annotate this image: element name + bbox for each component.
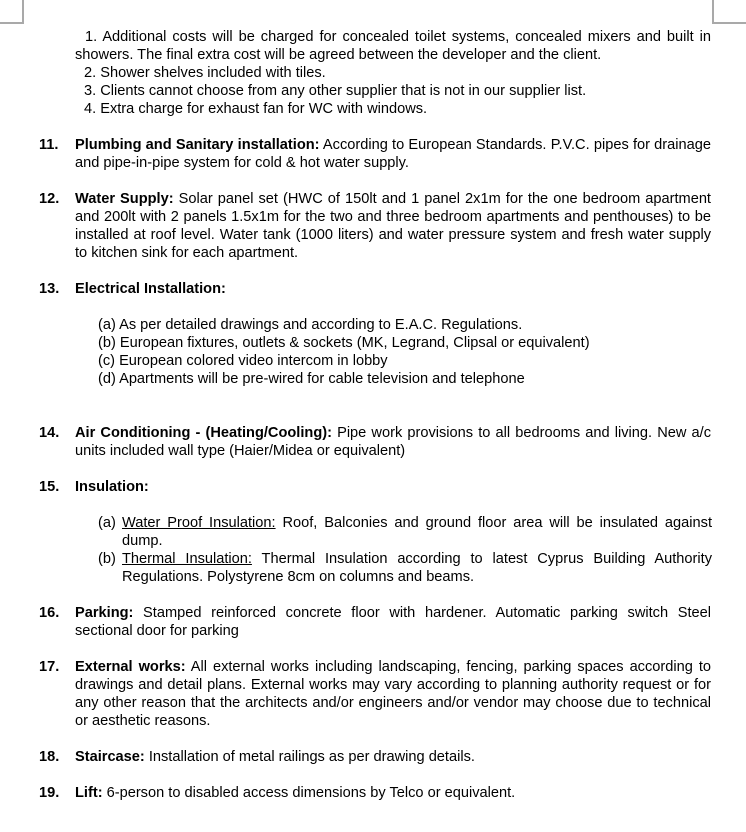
note-1 [75,28,711,64]
note-3: 3. Clients cannot choose from any other supplier that is not in our supplier list. [84,83,587,99]
note-4: 4. Extra charge for exhaust fan for WC with windows. [84,101,428,117]
section-15-item-a-label: (a) [98,515,116,531]
section-13-title: Electrical Installation: [75,281,226,297]
section-13-item-b: (b) European fixtures, outlets & sockets (MK, Legrand, Clipsal or equivalent) [98,335,590,351]
section-12 [39,190,711,262]
section-11-title: Plumbing and Sanitary installation: [75,137,320,153]
section-15-title: Insulation: [75,479,149,495]
section-15-item-b-text: Thermal Insulation according to latest Cyprus Building Authority Regulations. Polystyrene 8cm on columns and beams. [122,551,712,585]
section-16-title: Parking: [75,605,134,621]
section-12-title: Water Supply: [75,191,174,207]
section-13-item-c: (c) European colored video intercom in lobby [98,353,388,369]
section-19-number: 19. [39,785,60,801]
section-13 [39,280,711,298]
section-13-item-a: (a) As per detailed drawings and according to E.A.C. Regulations. [98,317,523,333]
section-12-number: 12. [39,191,60,207]
section-14-title: Air Conditioning - (Heating/Cooling): [75,425,332,441]
section-15-item-b-label: (b) [98,551,116,567]
section-16 [39,604,711,640]
section-18-number: 18. [39,749,60,765]
section-17-text: All external works including landscaping, fencing, parking spaces according to drawings and detail plans. External works may vary according to planning authority request or for any other reason that the architects and/or engineers and/or vendor may choose due to technical or aesthetic reasons. [75,659,711,729]
section-13-item-d: (d) Apartments will be pre-wired for cable television and telephone [98,371,525,387]
section-17-title: External works: [75,659,186,675]
section-15-item-a-text: Roof, Balconies and ground floor area will be insulated against dump. [122,515,712,549]
section-15 [39,478,711,496]
section-14 [39,424,711,460]
section-11 [39,136,711,172]
note-1-text: Additional costs will be charged for concealed toilet systems, concealed mixers and built in showers. The final extra cost will be agreed between the developer and the client. [75,29,711,63]
section-14-text: Pipe work provisions to all bedrooms and living. New a/c units included wall type (Haier/Midea or equivalent) [75,425,711,459]
section-19-title: Lift: [75,785,103,801]
section-11-text: According to European Standards. P.V.C. pipes for drainage and pipe-in-pipe system for cold & hot water supply. [75,137,711,171]
section-13-number: 13. [39,281,60,297]
note-1-number: 1. [85,29,98,45]
section-12-text: Solar panel set (HWC of 150lt and 1 panel 2x1m for the one bedroom apartment and 200lt with 2 panels 1.5x1m for the two and three bedroom apartments and penthouses) to be installed at roof level. Water tank (1000 liters) and water pressure system and fresh water supply to kitchen sink for each apartment. [75,191,711,261]
section-14-number: 14. [39,425,60,441]
section-15-item-a [98,514,712,550]
section-16-text: Stamped reinforced concrete floor with hardener. Automatic parking switch Steel sectional door for parking [75,605,711,639]
section-15-item-a-title: Water Proof Insulation: [122,515,276,531]
note-2: 2. Shower shelves included with tiles. [84,65,326,81]
section-16-number: 16. [39,605,60,621]
section-15-item-b-title: Thermal Insulation: [122,551,252,567]
section-19 [39,784,711,802]
section-18-title: Staircase: [75,749,145,765]
section-17-number: 17. [39,659,60,675]
section-17 [39,658,711,730]
section-15-item-b [98,550,712,586]
section-11-number: 11. [39,137,59,153]
section-15-number: 15. [39,479,60,495]
section-19-text: 6-person to disabled access dimensions by Telco or equivalent. [102,785,516,801]
section-18 [39,748,711,766]
section-18-text: Installation of metal railings as per drawing details. [144,749,475,765]
